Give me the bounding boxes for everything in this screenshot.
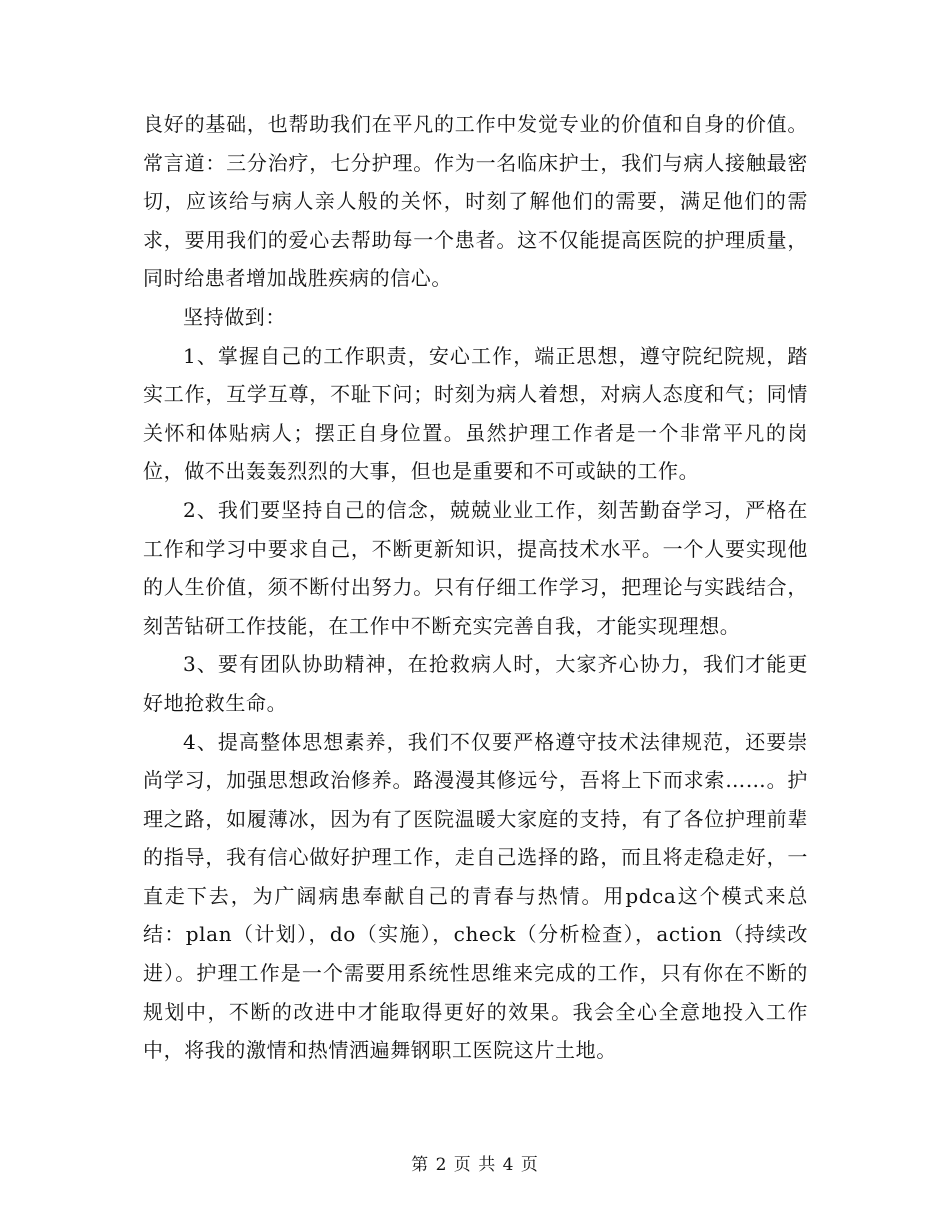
paragraph-item-1: 1、掌握自己的工作职责，安心工作，端正思想，遵守院纪院规，踏实工作，互学互尊，不耻下问；时刻为病人着想，对病人态度和气；同情关怀和体贴病人；摆正自身位置。虽然护理工作者是一个非常平凡的岗位，做不出轰轰烈烈的大事，但也是重要和不可或缺的工作。 — [143, 343, 808, 484]
paragraph-intro: 良好的基础，也帮助我们在平凡的工作中发觉专业的价值和自身的价值。常言道：三分治疗，七分护理。作为一名临床护士，我们与病人接触最密切，应该给与病人亲人般的关怀，时刻了解他们的需要，满足他们的需求，要用我们的爱心去帮助每一个患者。这不仅能提高医院的护理质量，同时给患者增加战胜疾病的信心。 — [143, 112, 808, 291]
paragraph-heading-persist: 坚持做到： — [183, 304, 286, 329]
page-number-footer: 第 2 页 共 4 页 — [411, 1155, 539, 1175]
paragraph-item-4: 4、提高整体思想素养，我们不仅要严格遵守技术法律规范，还要崇尚学习，加强思想政治修养。路漫漫其修远兮，吾将上下而求索……。护理之路，如履薄冰，因为有了医院温暖大家庭的支持，有了各位护理前辈的指导，我有信心做好护理工作，走自己选择的路，而且将走稳走好，一直走下去，为广阔病患奉献自己的青春与热情。用pdca这个模式来总结：plan（计划），do（实施），check（分析检查），action（持续改进）。护理工作是一个需要用系统性思维来完成的工作，只有你在不断的规划中，不断的改进中才能取得更好的效果。我会全心全意地投入工作中，将我的激情和热情洒遍舞钢职工医院这片土地。 — [143, 729, 808, 1063]
paragraph-item-3: 3、要有团队协助精神，在抢救病人时，大家齐心协力，我们才能更好地抢救生命。 — [143, 652, 808, 715]
paragraph-item-2: 2、我们要坚持自己的信念，兢兢业业工作，刻苦勤奋学习，严格在工作和学习中要求自己，不断更新知识，提高技术水平。一个人要实现他的人生价值，须不断付出努力。只有仔细工作学习，把理论与实践结合，刻苦钻研工作技能，在工作中不断充实完善自我，才能实现理想。 — [143, 497, 808, 638]
document-body — [143, 105, 808, 1070]
